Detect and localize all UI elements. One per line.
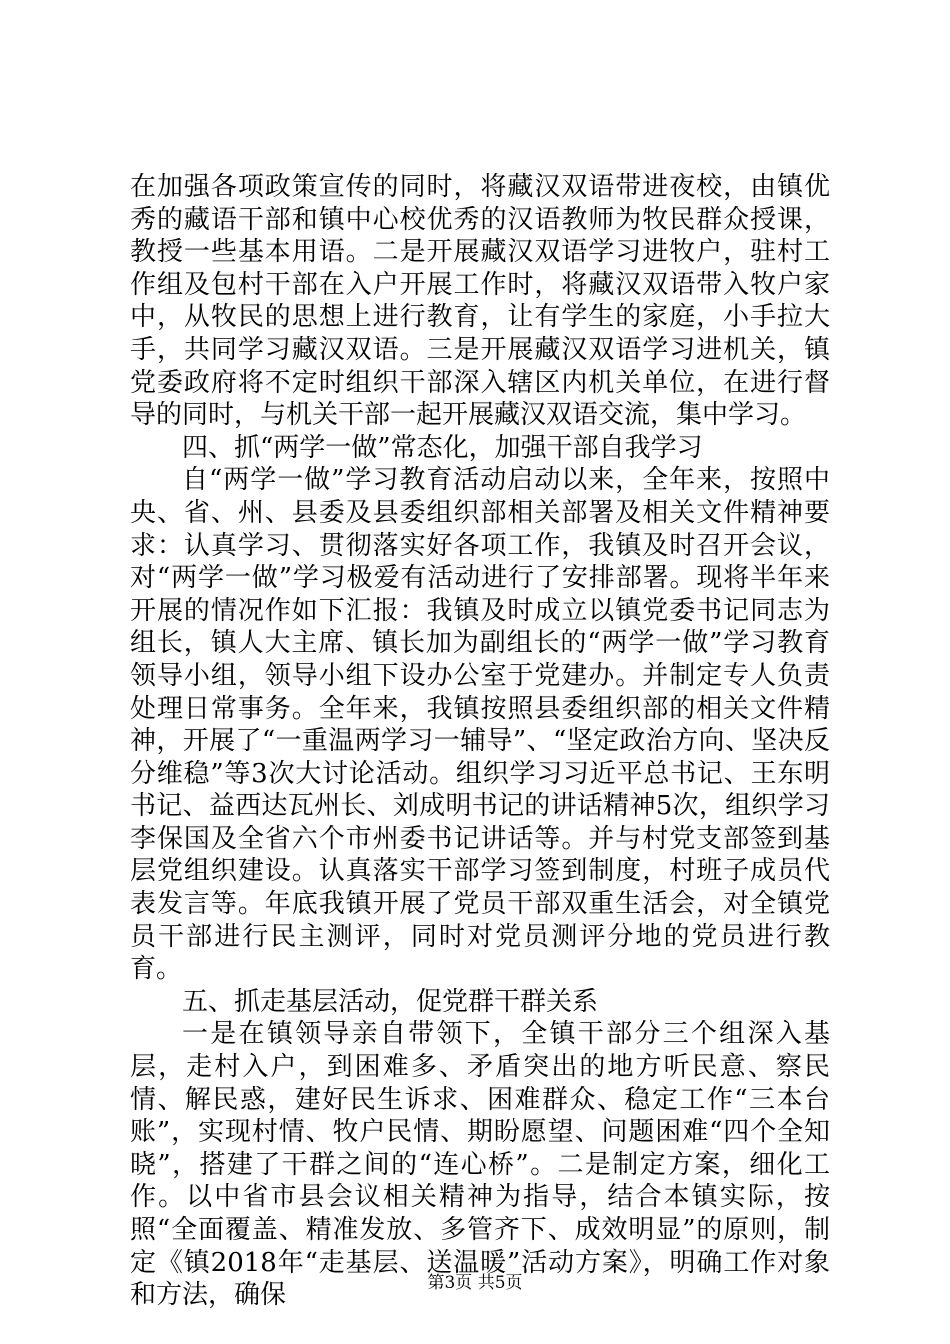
paragraph-1: 在加强各项政策宣传的同时，将藏汉双语带进夜校，由镇优秀的藏语干部和镇中心校优秀的汉语教师为牧民群众授课，教授一些基本用语。二是开展藏汉双语学习进牧户，驻村工作组及包村干部在入户开展工作时，将藏汉双语带入牧户家中，从牧民的思想上进行教育，让有学生的家庭，小手拉大手，共同学习藏汉双语。三是开展藏汉双语学习进机关，镇党委政府将不定时组织干部深入辖区内机关单位，在进行督导的同时，与机关干部一起开展藏汉双语交流，集中学习。 bbox=[130, 172, 830, 431]
document-body bbox=[130, 171, 830, 1312]
section-heading-5: 五、抓走基层活动，促党群干群关系 bbox=[182, 986, 599, 1017]
paragraph-2: 自“两学一做”学习教育活动启动以来，全年来，按照中央、省、州、县委及县委组织部相关部署及相关文件精神要求：认真学习、贯彻落实好各项工作，我镇及时召开会议，对“两学一做”学习极爱有活动进行了安排部署。现将半年来开展的情况作如下汇报：我镇及时成立以镇党委书记同志为组长，镇人大主席、镇长加为副组长的“两学一做”学习教育领导小组，领导小组下设办公室于党建办。并制定专人负责处理日常事务。全年来，我镇按照县委组织部的相关文件精神，开展了“一重温两学习一辅导”、“坚定政治方向、坚决反分维稳”等3次大讨论活动。组织学习习近平总书记、王东明书记、益西达瓦州长、刘成明书记的讲话精神5次，组织学习李保国及全省六个市州委书记讲话等。并与村党支部签到基层党组织建设。认真落实干部学习签到制度，村班子成员代表发言等。年底我镇开展了党员干部双重生活会，对全镇党员干部进行民主测评，同时对党员测评分地的党员进行教育。 bbox=[130, 465, 830, 985]
page-footer: 第3页 共5页 bbox=[427, 1273, 523, 1293]
section-heading-4: 四、抓“两学一做”常态化，加强干部自我学习 bbox=[182, 432, 703, 463]
paragraph-3: 一是在镇领导亲自带领下，全镇干部分三个组深入基层，走村入户，到困难多、矛盾突出的地方听民意、察民情、解民惑，建好民生诉求、困难群众、稳定工作“三本台账”，实现村情、牧户民情、期盼愿望、问题困难“四个全知晓”，搭建了干群之间的“连心桥”。二是制定方案，细化工作。以中省市县会议相关精神为指导，结合本镇实际，按照“全面覆盖、精准发放、多管齐下、成效明显”的原则，制定《镇2018年“走基层、送温暖”活动方案》，明确工作对象和方法，确保 bbox=[130, 1019, 830, 1311]
